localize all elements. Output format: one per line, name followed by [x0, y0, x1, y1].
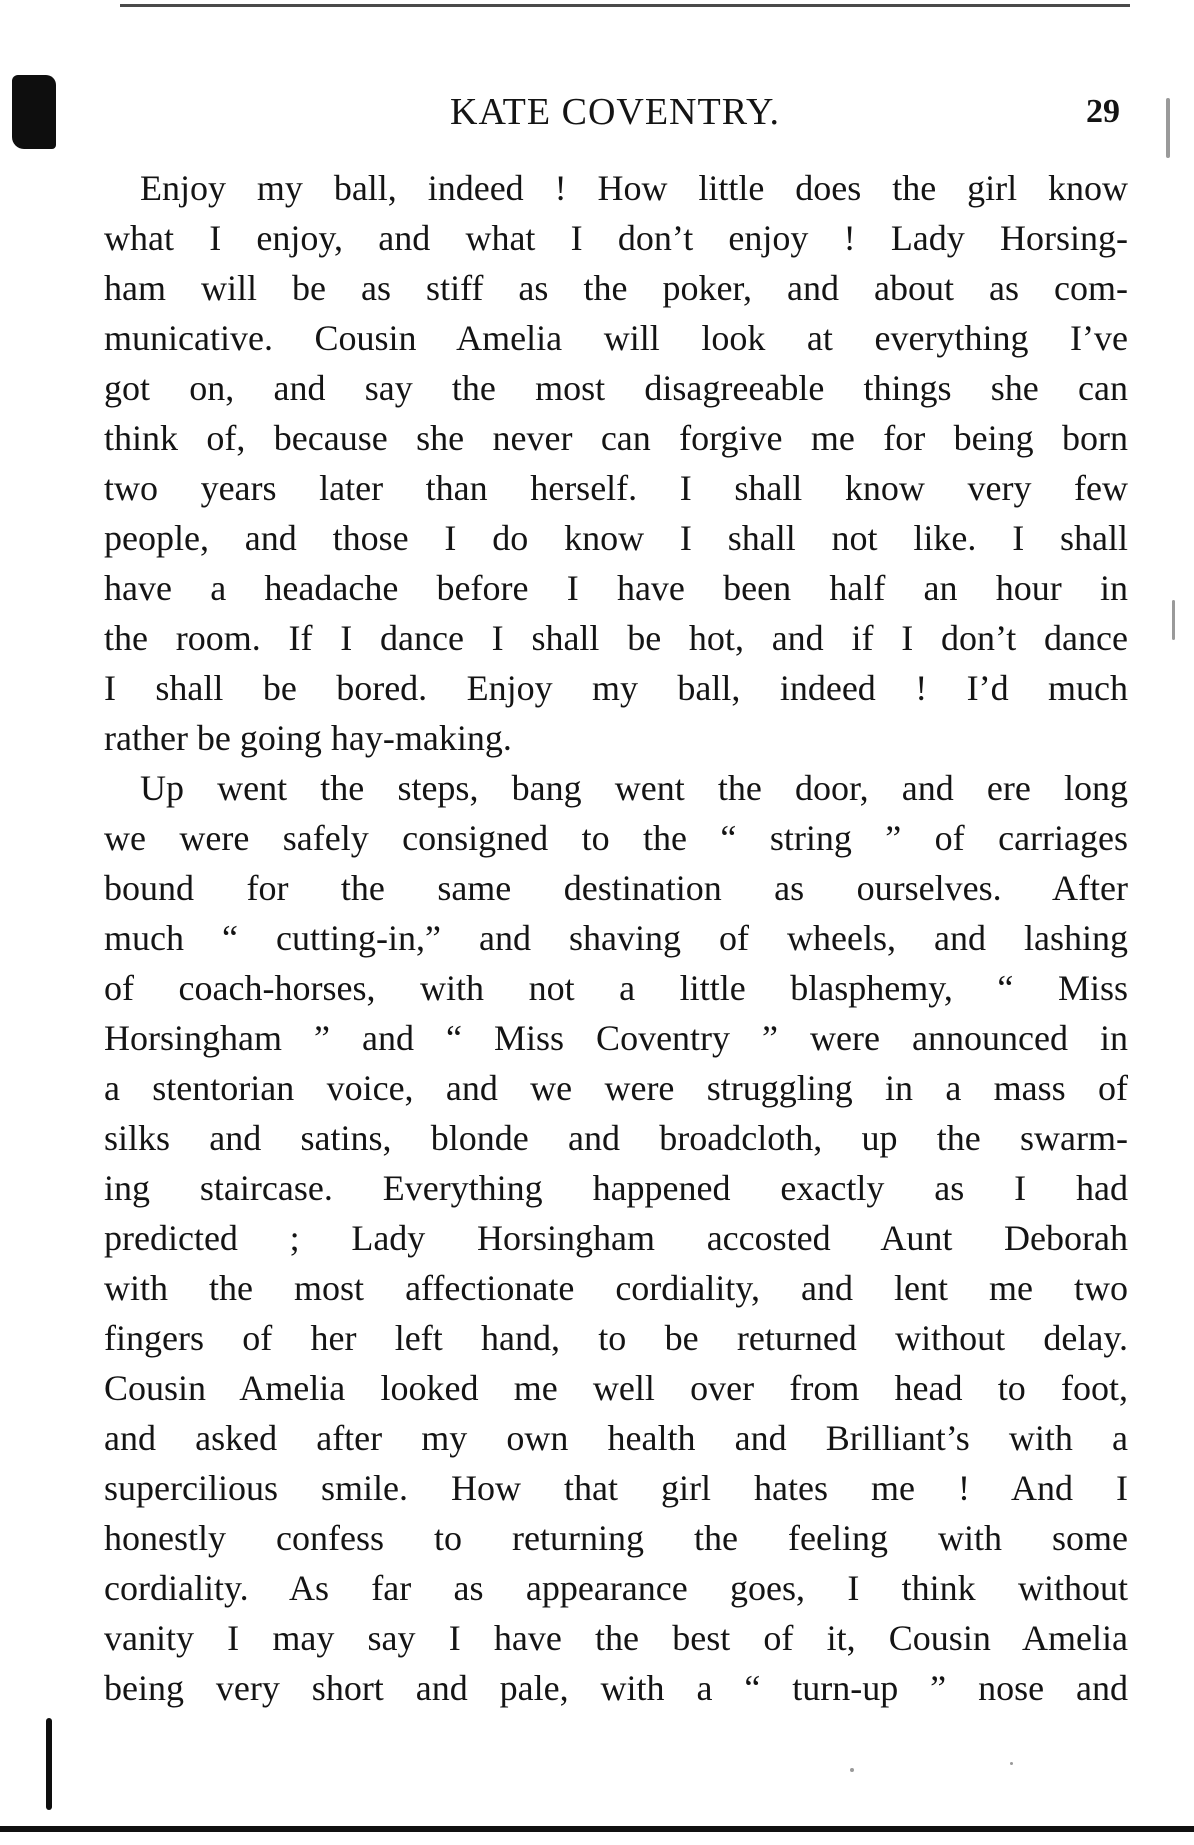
top-edge-rule: [120, 4, 1130, 7]
text-line: I shall be bored. Enjoy my ball, indeed ! I’d much: [104, 668, 1128, 708]
page-header: [100, 82, 1130, 142]
text-line: municative. Cousin Amelia will look at everything I’ve: [104, 318, 1128, 358]
paragraph-2: [104, 763, 1128, 1713]
page-number: 29: [1086, 93, 1120, 130]
edge-speck: [1166, 98, 1170, 158]
text-line: much “ cutting-in,” and shaving of wheels, and lashing: [104, 918, 1128, 958]
edge-speck: [1172, 600, 1175, 640]
text-line: of coach-horses, with not a little blasphemy, “ Miss: [104, 968, 1128, 1008]
text-line: two years later than herself. I shall know very few: [104, 468, 1128, 508]
text-line: the room. If I dance I shall be hot, and if I don’t dance: [104, 618, 1128, 658]
text-line: people, and those I do know I shall not like. I shall: [104, 518, 1128, 558]
text-line: Cousin Amelia looked me well over from head to foot,: [104, 1368, 1128, 1408]
binding-ink-mark: [12, 75, 56, 149]
bottom-edge-rule: [0, 1826, 1194, 1832]
running-head: KATE COVENTRY.: [450, 91, 780, 133]
text-line: Up went the steps, bang went the door, and ere long: [140, 768, 1128, 808]
text-line: Horsingham ” and “ Miss Coventry ” were announced in: [104, 1018, 1128, 1058]
text-line: think of, because she never can forgive me for being born: [104, 418, 1128, 458]
text-line: a stentorian voice, and we were struggling in a mass of: [104, 1068, 1128, 1108]
text-line: have a headache before I have been half an hour in: [104, 568, 1128, 608]
text-line: being very short and pale, with a “ turn-up ” nose and: [104, 1668, 1128, 1708]
paragraph-1: [104, 163, 1128, 763]
text-line: what I enjoy, and what I don’t enjoy ! Lady Horsing-: [104, 218, 1128, 258]
text-line: bound for the same destination as ourselves. After: [104, 868, 1128, 908]
text-line: and asked after my own health and Brilliant’s with a: [104, 1418, 1128, 1458]
text-line: predicted ; Lady Horsingham accosted Aunt Deborah: [104, 1218, 1128, 1258]
text-line: cordiality. As far as appearance goes, I think without: [104, 1568, 1128, 1608]
text-line: with the most affectionate cordiality, and lent me two: [104, 1268, 1128, 1308]
page-speck: [1010, 1762, 1013, 1765]
text-line: ing staircase. Everything happened exactly as I had: [104, 1168, 1128, 1208]
text-line: Enjoy my ball, indeed ! How little does the girl know: [140, 168, 1128, 208]
body-text: [104, 163, 1128, 1713]
text-line: fingers of her left hand, to be returned without delay.: [104, 1318, 1128, 1358]
text-line: supercilious smile. How that girl hates me ! And I: [104, 1468, 1128, 1508]
text-line: rather be going hay-making.: [104, 718, 512, 758]
text-line: honestly confess to returning the feeling with some: [104, 1518, 1128, 1558]
margin-ink-mark: [46, 1718, 52, 1810]
text-line: ham will be as stiff as the poker, and about as com-: [104, 268, 1128, 308]
text-line: we were safely consigned to the “ string ” of carriages: [104, 818, 1128, 858]
text-line: silks and satins, blonde and broadcloth, up the swarm-: [104, 1118, 1128, 1158]
text-line: vanity I may say I have the best of it, Cousin Amelia: [104, 1618, 1128, 1658]
page-speck: [850, 1768, 854, 1772]
text-line: got on, and say the most disagreeable things she can: [104, 368, 1128, 408]
